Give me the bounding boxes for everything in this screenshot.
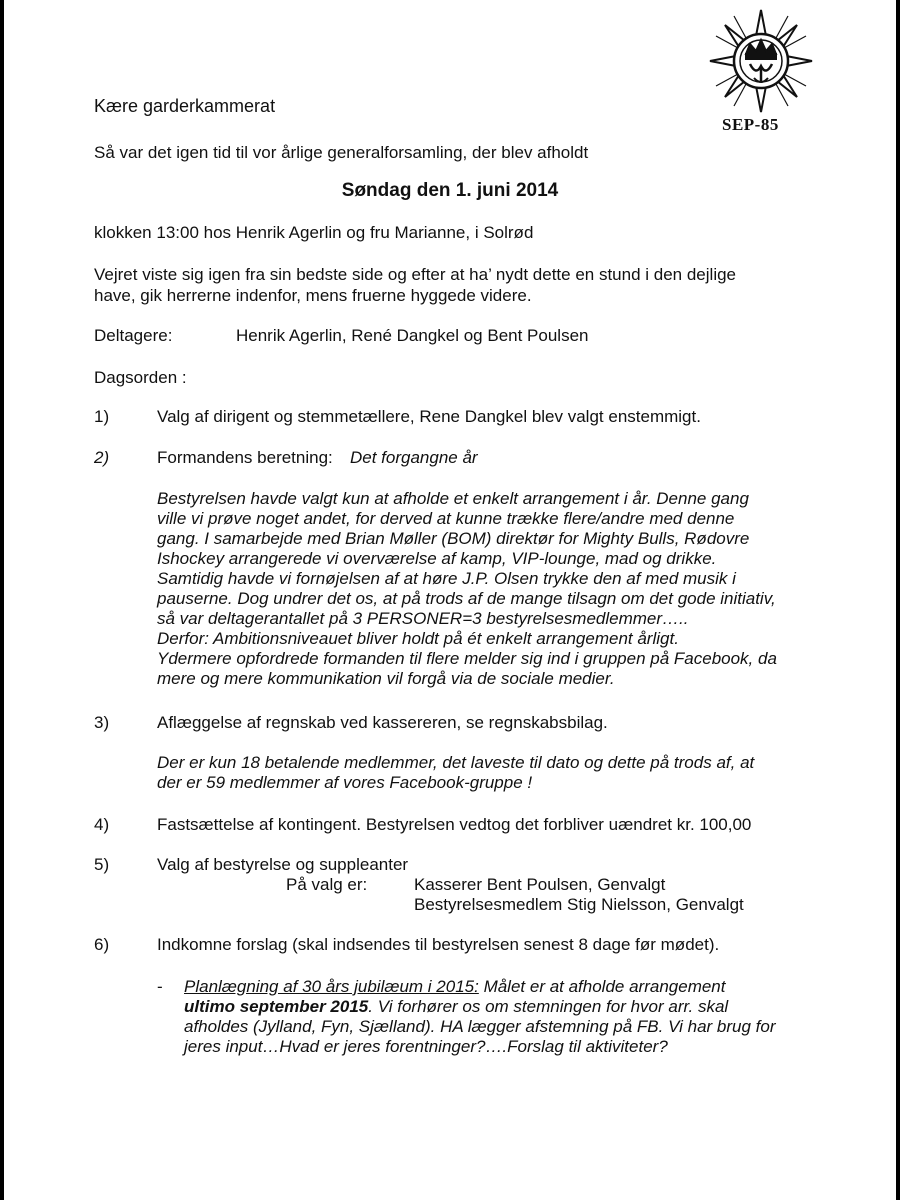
weather-line-1: Vejret viste sig igen fra sin bedste side og efter at ha’ nydt dette en stund i den dejlige	[94, 265, 736, 284]
proposal-line-1	[184, 976, 726, 997]
logo-text: SEP-85	[722, 115, 779, 134]
report-line: Ishockey arrangerede vi overværelse af kamp, VIP-lounge, mad og drikke.	[157, 549, 717, 568]
intro-text: Så var det igen tid til vor årlige generalforsamling, der blev afholdt	[94, 143, 589, 162]
agenda-item-2-title: Formandens beretning:	[157, 448, 333, 467]
agenda-item-3-number: 3)	[94, 713, 110, 732]
report-line: Bestyrelsen havde valgt kun at afholde et enkelt arrangement i år. Denne gang	[157, 489, 749, 508]
agenda-item-1-number: 1)	[94, 407, 110, 426]
report-line: gang. I samarbejde med Brian Møller (BOM) direktør for Mighty Bulls, Rødovre	[157, 529, 750, 548]
report-line: Derfor: Ambitionsniveauet bliver holdt på ét enkelt arrangement årligt.	[157, 629, 679, 648]
report-line: mere og mere kommunikation vil forgå via de sociale medier.	[157, 669, 615, 688]
agenda-item-1-text: Valg af dirigent og stemmetællere, Rene Dangkel blev valgt enstemmigt.	[157, 407, 701, 426]
weather-line-2: have, gik herrerne indenfor, mens fruerne hyggede videre.	[94, 286, 532, 305]
report-line: så var deltagerantallet på 3 PERSONER=3 bestyrelsesmedlemmer…..	[157, 609, 689, 628]
on-election-label: På valg er:	[286, 875, 368, 894]
agenda-item-5-text: Valg af bestyrelse og suppleanter	[157, 855, 409, 874]
agenda-item-4-text: Fastsættelse af kontingent. Bestyrelsen vedtog det forbliver uændret kr. 100,00	[157, 815, 752, 834]
agenda-item-2-subtitle: Det forgangne år	[350, 448, 478, 467]
time-place-text: klokken 13:00 hos Henrik Agerlin og fru Marianne, i Solrød	[94, 223, 534, 242]
participants-label: Deltagere:	[94, 326, 173, 345]
proposal-title: Planlægning af 30 års jubilæum i 2015:	[184, 977, 479, 996]
report-line: ville vi prøve noget andet, for derved at kunne trække flere/andre med denne	[157, 509, 735, 528]
date-heading: Søndag den 1. juni 2014	[341, 180, 559, 201]
agenda-item-4-number: 4)	[94, 815, 110, 834]
greeting: Kære garderkammerat	[94, 96, 276, 116]
proposal-line-3: afholdes (Jylland, Fyn, Sjælland). HA lægger afstemning på FB. Vi har brug for	[184, 1017, 776, 1036]
agenda-item-6-number: 6)	[94, 935, 110, 954]
report-line: pauserne. Dog undrer det os, at på trods af de mange tilsagn om det gode initiativ,	[157, 589, 776, 608]
proposal-rest-1: Målet er at afholde arrangement	[478, 977, 726, 996]
elected-treasurer: Kasserer Bent Poulsen, Genvalgt	[414, 875, 666, 894]
proposal-line-4: jeres input…Hvad er jeres forentninger?….Forslag til aktiviteter?	[184, 1037, 668, 1056]
royal-guard-star-crest-icon	[706, 6, 816, 126]
agenda-item-6-text: Indkomne forslag (skal indsendes til bestyrelsen senest 8 dage før mødet).	[157, 935, 720, 954]
report-line: Samtidig havde vi fornøjelsen af at høre J.P. Olsen trykke den af med musik i	[157, 569, 736, 588]
participants-list: Henrik Agerlin, René Dangkel og Bent Poulsen	[236, 326, 589, 345]
agenda-item-3-text: Aflæggelse af regnskab ved kassereren, se regnskabsbilag.	[157, 713, 608, 732]
proposal-bullet: -	[157, 977, 163, 996]
agenda-item-2-number: 2)	[94, 448, 110, 467]
elected-board-member: Bestyrelsesmedlem Stig Nielsson, Genvalgt	[414, 895, 744, 914]
agenda-item-5-number: 5)	[94, 855, 110, 874]
accounts-note-line-1: Der er kun 18 betalende medlemmer, det laveste til dato og dette på trods af, at	[157, 753, 755, 772]
proposal-bold-date: ultimo september 2015	[184, 997, 369, 1016]
accounts-note-line-2: der er 59 medlemmer af vores Facebook-gruppe !	[157, 773, 533, 792]
agenda-label: Dagsorden :	[94, 368, 187, 387]
proposal-line-2	[184, 996, 728, 1017]
proposal-rest-2: . Vi forhører os om stemningen for hvor arr. skal	[368, 997, 729, 1016]
report-line: Ydermere opfordrede formanden til flere melder sig ind i gruppen på Facebook, da	[157, 649, 777, 668]
